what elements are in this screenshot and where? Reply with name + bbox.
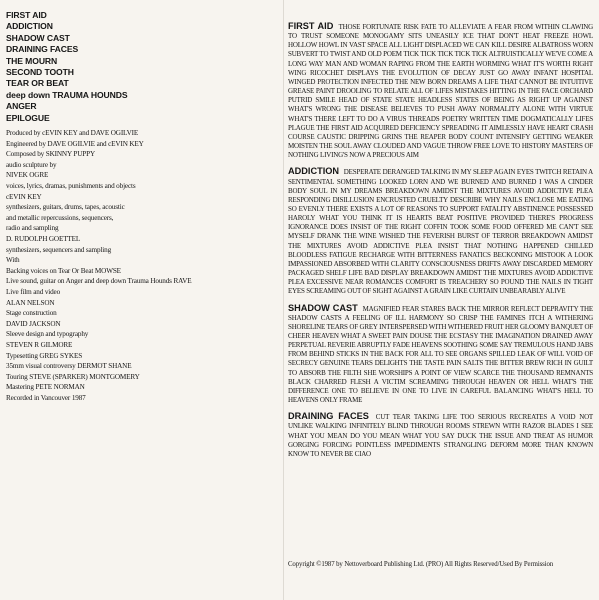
track-title: ADDICTION — [6, 21, 53, 32]
lyric-block — [288, 412, 593, 459]
credits — [6, 128, 276, 403]
credit-line: Typesetting GREG SYKES — [6, 351, 83, 360]
song-lyrics: DESPERATE DERANGED TALKING IN MY SLEEP AGAIN EYES TWITCH RETAIN A SENTIMENTAL SOMETHING LOOKED LORN AND WE BURNED AND BURNED I WAS A CINDER BODY SOUL IN MY DREAMS BREAKDOWN AMIDST THE MIXTURES AVOID ADDICTIVE PLEA RESPONDING DISILLUSION ENCRUSTED CRUELTY DESCRIBE WHY NAILS ENCLOSE ME EATING SO EVENLY THERE EXISTS A LOT OF REASONS TO SUPPORT FATALITY ABSTINENCE POSSESSED HAROLY WHAT YOU THINK IT IS HEARTS BEAT POSITIVE PROVIDED THERE'S PROGRESS IGNORANCE DOES INSIST OF THE RIGHT COFFIN TOOK SOME FOOD OFFERED ME CAN'T SEE MYSELF DRANK THE WINE WISHED THE FEVERISH BURST OF TERROR BREAKDOWN AMIDST THE MIXTURES AVOID ADDICTIVE PLEA INSIST THAT NOTHING HAPPENED CHILLED BLOODLESS FATIGUE RECHARGE WITH BITTERNESS FANATICS BECKONING MISTOOK A LOOK IMPASSIONED ABSORBED WITH CLARITY CONSCIOUSNESS DRIFTS AWAY DISCARDED MEMORY PACKAGED SHELF LIFE BAD DISPLAY BREAKDOWN AMIDST THE MIXTURES AVOID ADDICTIVE PLEA EXCESSIVE NEAR ROMANCES COMFORT IS TREACHERY SO POUND THE NAILS IN TIGHT EYES SCREAMING OUT OF SIGHT AGAINST A GRAIN LIKE CURTAIN UNBEARABLY ALIVE — [288, 168, 593, 296]
lyrics-column — [288, 15, 593, 462]
credit-line: Produced by cEVIN KEY and DAVE OGILVIE — [6, 129, 139, 138]
credit-line: voices, lyrics, dramas, punishments and objects — [6, 182, 136, 191]
song-title: ADDICTION — [288, 166, 340, 177]
credit-line: D. RUDOLPH GOETTEL — [6, 235, 81, 243]
credit-line: Live sound, guitar on Anger and deep down Trauma Hounds RAVE — [6, 277, 192, 286]
credit-line: 35mm visual controversy DERMOT SHANE — [6, 362, 132, 371]
credit-line: Engineered by DAVE OGILVIE and cEVIN KEY — [6, 139, 144, 148]
track-title: deep down TRAUMA HOUNDS — [6, 89, 128, 100]
song-lyrics: THOSE FORTUNATE RISK FATE TO ALLEVIATE A FEAR FROM WITHIN CLAWING TO TRUST SOMEONE MONOGAMY SITS UNEASILY ICE THAT DON'T HEAT FREEZE HOWL HOLLOW HOWL IN VAST SPACE ALL LIGHT DISPLACED WE CAN KILL DESIRE ALBATROSS WORN SUBVERT TO TWIST AND OLD POEM TICK TICK TICK TICK TICK ALTRUISTICALLY WE'VE COME A LONG WAY MAN AND WOMAN RAPING FROM THE EARTH WORMING WHAT IT'S WORTH RIGHT WING RICOCHET DISPLAYS THE EVOLUTION OF DECAY JUST GO AWAY INFANT HOSPITAL WINGED PROTECTION INFECTED THE NEW BORN DREAMS A LIFE THAT CANNOT BE INTUITIVE GREASE PAINT DROOLING TO RELATE ALL OF LIFES MISTAKES HITTING IN THE FACE ORCHARD PUTRID SMILE HEAD OF STATE STATE HEADLESS STATES OF BEING AS RIGHT UP AGAINST WHAT'S WRONG THE DISEASE BELIEVES TO PUSH AWAY NORMALITY ALONE WITH VIRTUE WHAT'S THERE LEFT TO DO A VIRUS THREADS POETRY WRITTEN TIME DOGMATICALLY LIFES PLAGUE THE FIRST AID ACQUIRED DEFICIENCY SPREADING IT AIMLESSLY HAVE HEART CRASH COURSE CAUSTIC DRIPPING GRINS THE REAPER BODY COUNT INTENSIFY GETTING WEAKER MOISTEN THE SOUL AWAY CLOUDED AND VAGUE THROW FREE LOVE TO HISTORY MASTERS OF NOTHING LIVING'S NOW A PRECIOUS AIM — [288, 23, 593, 160]
credit-line: radio and sampling — [6, 224, 59, 233]
credit-line: synthesizers, guitars, drums, tapes, acoustic — [6, 203, 125, 212]
song-lyrics: MAGNIFIED FEAR STARES BACK THE MIRROR REFLECT DEPRAVITY THE SHADOW CASTS A FEELING OF ILL HARMONY SO CRISP THE FAMINES ITCH A WITHERING SHORELINE TEARS OF GREY INTERSPERSED WITH WITHERED FRUIT HER GLOOMY BANQUET OF CHEER HEAVEN WHAT A SWEET PAIN DOUSE THE ECSTASY THE IMAGINATION DRAINED AWAY PERPETUAL REVERIE ABRUPTLY FADE HEAVENS SOOTHING SOME SAY TREMULOUS HAND JABS FROM BEHIND STICKS IN THE BACK FOR ALL TO SEE ORGANS SPILLED LEAK OF WILL VOID OF SECRECY GENUINE TEARS DELIGHTS THE TASTE PAIN SALTS THE BITTER BREW RICH IN GUILT TO ABSORB THE FILTH SHE WORSHIPS A POINT OF VIEW SCARCE THE THOUSAND REMNANTS BLACK CHARRED FLESH A VICTIM SCREAMING THROUGH HEAVEN OR HELL WHAT'S THE DIFFERENCE ONE TO BELIEVE IN ONE TO LIVE IN CAREFUL BALANCING WHAT'S HELL TO HEAVENS ONLY FRAME — [288, 304, 593, 405]
track-title: EPILOGUE — [6, 112, 50, 123]
credit-line: ALAN NELSON — [6, 298, 55, 307]
track-title: TEAR OR BEAT — [6, 78, 69, 89]
credit-line: and metallic repercussions, sequencers, — [6, 213, 114, 222]
song-title: SHADOW CAST — [288, 302, 358, 313]
track-title: SHADOW CAST — [6, 32, 70, 43]
credit-line: Touring STEVE (SPARKER) MONTGOMERY — [6, 372, 140, 381]
credit-line: Stage construction — [6, 309, 57, 318]
song-lyrics: CUT TEAR TAKING LIFE TOO SERIOUS RECREATES A VOID NOT UNLIKE WALKING INFINITELY BLIND THROUGH ROOMS STREWN WITH RAZOR BLADES I SEE WHAT YOU MEAN DO YOU MEAN WHAT YOU SAY DUCK THE ISSUE AND TREAT AS HUMOR GORGING FORCING POINTLESS IMPEDIMENTS STRANGLING DEFORM MORE THAN KNOWN KNOW TO NEVER BE CIAO — [288, 413, 594, 458]
lyric-block — [288, 167, 593, 296]
credit-line: Recorded in Vancouver 1987 — [6, 393, 86, 402]
track-title: FIRST AID — [6, 10, 47, 20]
credit-line: Mastering PETE NORMAN — [6, 383, 85, 392]
credit-line: audio sculpture by — [6, 160, 57, 169]
lyric-block — [288, 22, 593, 160]
page-fold-divider — [283, 0, 284, 600]
credit-line: Sleeve design and typography — [6, 330, 89, 339]
credit-line: With — [6, 256, 20, 265]
song-title: DRAINING FACES — [288, 411, 369, 422]
credit-line: Live film and video — [6, 287, 61, 296]
credit-line: Backing voices on Tear Or Beat MOWSE — [6, 266, 121, 275]
left-column — [6, 10, 276, 404]
credit-line: synthesizers, sequencers and sampling — [6, 245, 112, 254]
credit-line: DAVID JACKSON — [6, 319, 61, 328]
credit-line: STEVEN R GILMORE — [6, 340, 73, 349]
credit-line: NIVEK OGRE — [6, 171, 49, 180]
track-title: ANGER — [6, 101, 37, 112]
lyric-block — [288, 304, 593, 406]
track-title: DRAINING FACES — [6, 44, 79, 55]
credit-line: Composed by SKINNY PUPPY — [6, 150, 95, 159]
track-title: THE MOURN — [6, 55, 58, 66]
tracklist — [6, 10, 276, 124]
copyright-notice: Copyright ©1987 by Nettoverboard Publishing Ltd. (PRO) All Rights Reserved/Used By Permission — [288, 561, 554, 568]
credit-line: cEVIN KEY — [6, 192, 42, 201]
track-title: SECOND TOOTH — [6, 67, 74, 78]
song-title: FIRST AID — [288, 21, 334, 31]
